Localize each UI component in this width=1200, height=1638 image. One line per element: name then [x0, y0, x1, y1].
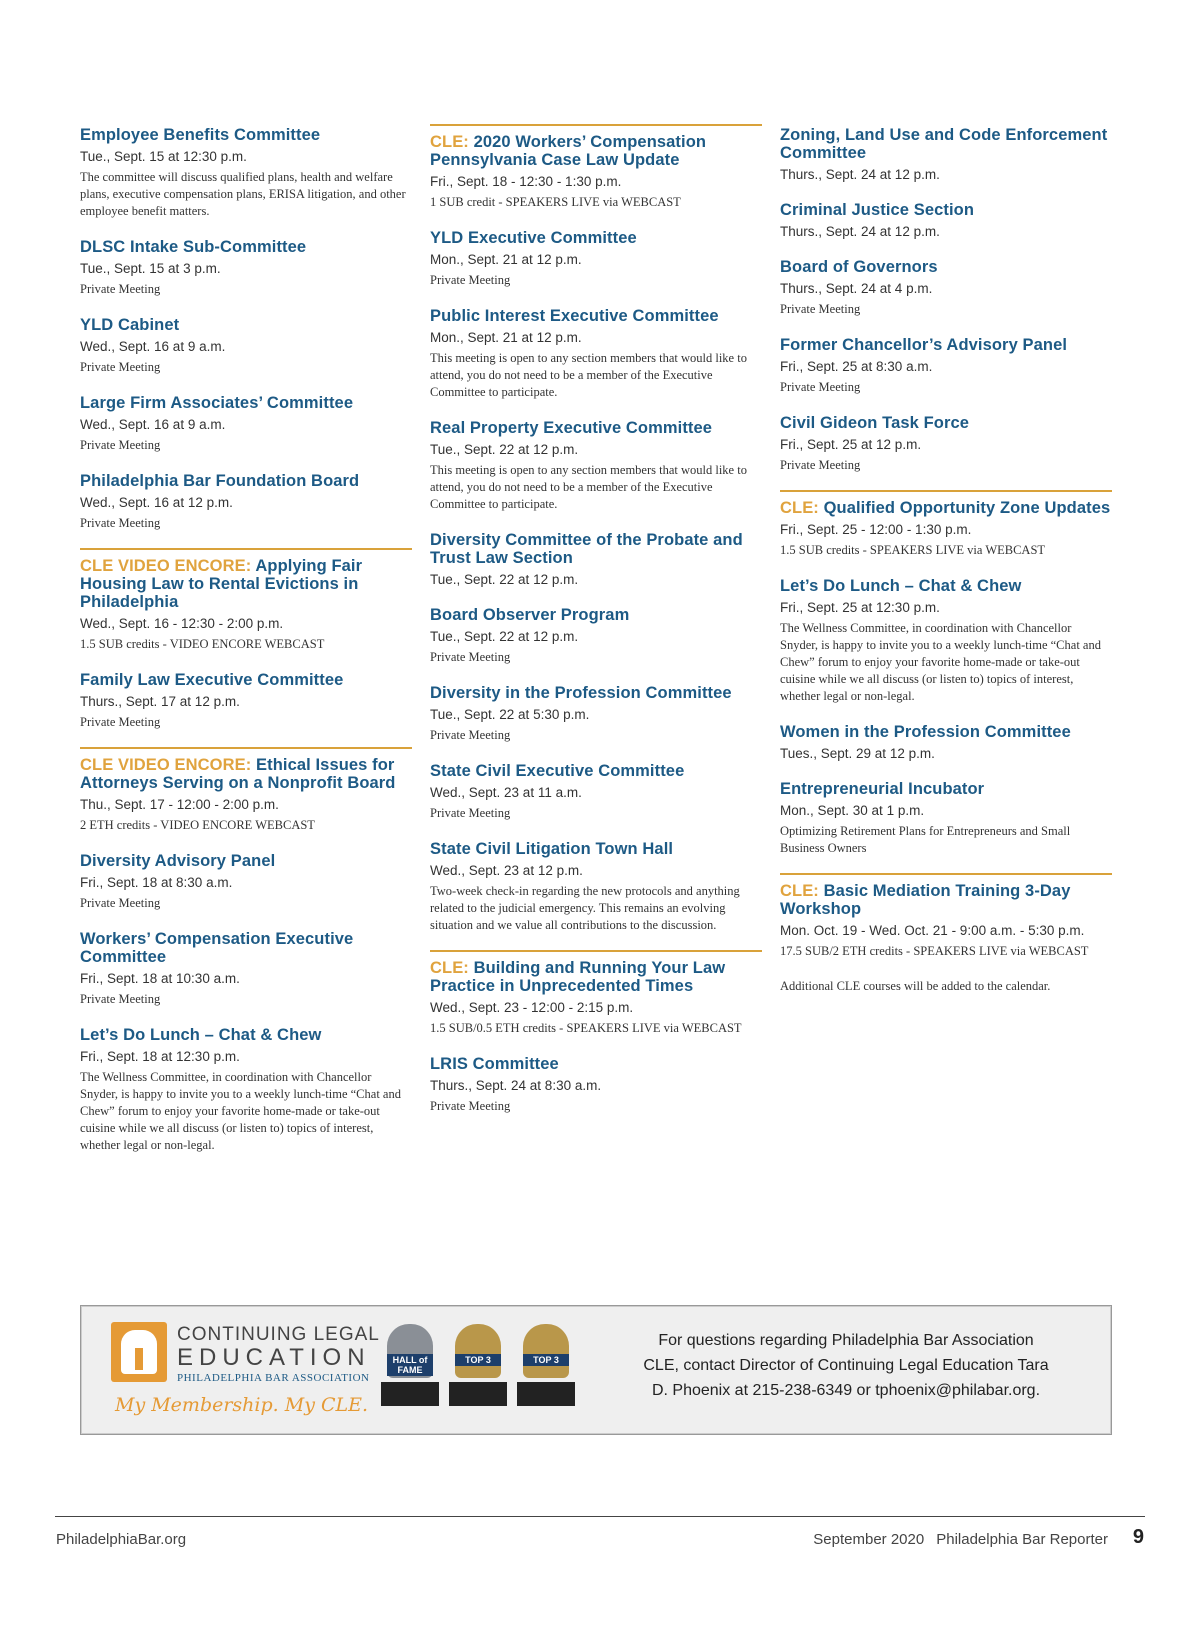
event-description: Private Meeting	[80, 715, 161, 729]
event-description: Private Meeting	[80, 282, 161, 296]
cle-event-entry	[430, 124, 762, 211]
event-entry	[780, 577, 1112, 705]
event-title	[780, 414, 1112, 432]
cle-tag: CLE:	[780, 882, 819, 900]
event-date: Thurs., Sept. 24 at 8:30 a.m.	[430, 1078, 602, 1093]
event-title	[80, 238, 412, 256]
event-entry	[780, 780, 1112, 857]
event-title-text: Applying Fair Housing Law to Rental Evictions in Philadelphia	[80, 557, 363, 611]
page-number: 9	[1132, 1526, 1144, 1548]
event-title-text: 2020 Workers’ Compensation Pennsylvania Case Law Update	[430, 133, 707, 169]
event-date: Wed., Sept. 23 at 11 a.m.	[430, 785, 582, 800]
event-entry	[780, 723, 1112, 762]
event-title	[80, 472, 412, 490]
event-entry	[80, 930, 412, 1008]
cle-contact-box	[80, 1305, 1112, 1435]
award-badge-icon	[517, 1324, 575, 1412]
event-date: Tue., Sept. 22 at 12 p.m.	[430, 629, 579, 644]
event-title	[430, 419, 762, 437]
event-date: Wed., Sept. 16 - 12:30 - 2:00 p.m.	[80, 616, 284, 631]
event-entry	[430, 762, 762, 822]
event-title-text: Diversity in the Profession Committee	[430, 684, 732, 702]
badge-ribbon: HALL of FAME	[387, 1354, 433, 1376]
event-date: Fri., Sept. 18 - 12:30 - 1:30 p.m.	[430, 174, 622, 189]
event-title	[430, 1055, 762, 1073]
event-title-text: Employee Benefits Committee	[80, 126, 321, 144]
event-date: Thurs., Sept. 24 at 4 p.m.	[780, 281, 933, 296]
event-title-text: Basic Mediation Training 3-Day Workshop	[780, 882, 1071, 918]
event-title-text: Ethical Issues for Attorneys Serving on a Nonprofit Board	[80, 756, 396, 792]
event-entry	[430, 531, 762, 588]
event-title	[430, 229, 762, 247]
event-entry	[780, 258, 1112, 318]
cle-event-entry	[80, 747, 412, 834]
event-date: Mon., Sept. 21 at 12 p.m.	[430, 252, 582, 267]
logo-line-1: CONTINUING LEGAL	[177, 1324, 380, 1345]
badge-ribbon: TOP 3	[523, 1354, 569, 1366]
event-date: Mon., Sept. 21 at 12 p.m.	[430, 330, 582, 345]
event-description: Private Meeting	[430, 806, 511, 820]
event-title	[80, 1026, 412, 1044]
event-entry	[80, 671, 412, 731]
event-title-text: YLD Executive Committee	[430, 229, 637, 247]
cle-event-entry	[80, 548, 412, 653]
event-description: 1.5 SUB credits - VIDEO ENCORE WEBCAST	[80, 637, 325, 651]
event-description: The Wellness Committee, in coordination with Chancellor Snyder, is happy to invite you to a weekly lunch-time “Chat and Chew” forum to enjoy your favorite home-made or take-out cuisine while we all discuss (or listen to) topics of interest, whether legal or non-legal.	[80, 1070, 401, 1152]
event-description: 1.5 SUB credits - SPEAKERS LIVE via WEBCAST	[780, 543, 1046, 557]
event-title-text: Let’s Do Lunch – Chat & Chew	[780, 577, 1022, 595]
event-title-text: Philadelphia Bar Foundation Board	[80, 472, 360, 490]
cle-tag: CLE:	[430, 133, 469, 151]
event-title-text: Women in the Profession Committee	[780, 723, 1071, 741]
event-date: Tue., Sept. 22 at 12 p.m.	[430, 572, 579, 587]
event-title	[80, 557, 412, 611]
logo-line-2: EDUCATION	[177, 1344, 371, 1371]
event-description: 2 ETH credits - VIDEO ENCORE WEBCAST	[80, 818, 315, 832]
event-title	[430, 840, 762, 858]
event-entry	[430, 606, 762, 666]
award-badge-icon	[449, 1324, 507, 1412]
cle-tag: CLE VIDEO ENCORE:	[80, 756, 252, 774]
award-badges	[381, 1324, 581, 1420]
event-title	[80, 316, 412, 334]
event-title-text: Qualified Opportunity Zone Updates	[823, 499, 1111, 517]
event-date: Fri., Sept. 18 at 12:30 p.m.	[80, 1049, 240, 1064]
event-title	[780, 577, 1112, 595]
event-description: Optimizing Retirement Plans for Entrepreneurs and Small Business Owners	[780, 824, 1071, 855]
event-title-text: Civil Gideon Task Force	[780, 414, 970, 432]
event-title-text: LRIS Committee	[430, 1055, 559, 1073]
event-title	[80, 126, 412, 144]
event-title-text: Diversity Advisory Panel	[80, 852, 276, 870]
event-date: Wed., Sept. 23 at 12 p.m.	[430, 863, 583, 878]
event-title	[430, 684, 762, 702]
event-title-text: DLSC Intake Sub-Committee	[80, 238, 307, 256]
event-entry	[430, 419, 762, 513]
event-entry	[780, 201, 1112, 240]
cle-event-entry	[430, 950, 762, 1037]
event-title	[430, 762, 762, 780]
event-title	[780, 336, 1112, 354]
footer-divider	[55, 1516, 1145, 1517]
event-description: Private Meeting	[80, 516, 161, 530]
event-date: Fri., Sept. 25 at 12 p.m.	[780, 437, 922, 452]
event-title	[780, 258, 1112, 276]
event-title-text: Board Observer Program	[430, 606, 630, 624]
event-description: Private Meeting	[80, 896, 161, 910]
event-date: Thurs., Sept. 17 at 12 p.m.	[80, 694, 240, 709]
event-entry	[780, 126, 1112, 183]
event-date: Tue., Sept. 15 at 12:30 p.m.	[80, 149, 247, 164]
cle-tag: CLE:	[430, 959, 469, 977]
event-title	[80, 671, 412, 689]
event-date: Tue., Sept. 22 at 12 p.m.	[430, 442, 579, 457]
event-entry	[780, 336, 1112, 396]
cle-contact-text: For questions regarding Philadelphia Bar Association CLE, contact Director of Continuing Legal Education Tara D. Phoenix at 215-238-6349 or tphoenix@philabar.org.	[643, 1332, 1049, 1399]
event-description: Private Meeting	[80, 992, 161, 1006]
event-description: 17.5 SUB/2 ETH credits - SPEAKERS LIVE via WEBCAST	[780, 944, 1089, 958]
column-3	[780, 126, 1112, 995]
event-title-text: Former Chancellor’s Advisory Panel	[780, 336, 1068, 354]
event-date: Thurs., Sept. 24 at 12 p.m.	[780, 224, 940, 239]
event-title	[780, 723, 1112, 741]
event-description: This meeting is open to any section members that would like to attend, you do not need to be a member of the Executive Committee to participate.	[430, 463, 747, 511]
event-title-text: Diversity Committee of the Probate and Trust Law Section	[430, 531, 743, 567]
event-description: Private Meeting	[430, 273, 511, 287]
cle-tag: CLE:	[780, 499, 819, 517]
event-description: 1.5 SUB/0.5 ETH credits - SPEAKERS LIVE via WEBCAST	[430, 1021, 742, 1035]
event-title-text: Workers’ Compensation Executive Committee	[80, 930, 354, 966]
event-date: Tue., Sept. 15 at 3 p.m.	[80, 261, 221, 276]
event-entry	[430, 684, 762, 744]
event-title-text: Family Law Executive Committee	[80, 671, 344, 689]
event-title-text: YLD Cabinet	[80, 316, 180, 334]
event-date: Wed., Sept. 16 at 9 a.m.	[80, 339, 226, 354]
column-2	[430, 126, 762, 1133]
cle-logo	[111, 1322, 380, 1422]
cle-event-entry	[780, 873, 1112, 960]
event-title	[780, 780, 1112, 798]
badge-ribbon: TOP 3	[455, 1354, 501, 1366]
event-date: Wed., Sept. 16 at 12 p.m.	[80, 495, 233, 510]
event-title	[430, 531, 762, 567]
event-title	[80, 756, 412, 792]
event-title	[780, 499, 1112, 517]
footer-publication: Philadelphia Bar Reporter	[936, 1531, 1108, 1548]
event-date: Fri., Sept. 18 at 10:30 a.m.	[80, 971, 240, 986]
event-date: Wed., Sept. 23 - 12:00 - 2:15 p.m.	[430, 1000, 634, 1015]
event-date: Fri., Sept. 25 at 8:30 a.m.	[780, 359, 933, 374]
event-date: Fri., Sept. 25 - 12:00 - 1:30 p.m.	[780, 522, 972, 537]
event-title	[430, 959, 762, 995]
event-entry	[80, 1026, 412, 1154]
event-title	[780, 126, 1112, 162]
event-title	[80, 852, 412, 870]
event-description: Private Meeting	[430, 650, 511, 664]
event-entry	[80, 126, 412, 220]
event-date: Fri., Sept. 25 at 12:30 p.m.	[780, 600, 940, 615]
event-description: Private Meeting	[80, 360, 161, 374]
column-1	[80, 126, 412, 1172]
event-entry	[430, 840, 762, 934]
cle-tag: CLE VIDEO ENCORE:	[80, 557, 252, 575]
event-date: Wed., Sept. 16 at 9 a.m.	[80, 417, 226, 432]
event-entry	[80, 852, 412, 912]
event-description: Two-week check-in regarding the new protocols and anything related to the judicial emergency. This remains an evolving situation and we value all contributions to the discussion.	[430, 884, 740, 932]
event-date: Mon., Sept. 30 at 1 p.m.	[780, 803, 925, 818]
event-title	[80, 394, 412, 412]
event-date: Thurs., Sept. 24 at 12 p.m.	[780, 167, 940, 182]
event-entry	[780, 414, 1112, 474]
event-title	[780, 882, 1112, 918]
event-entry	[430, 307, 762, 401]
event-description: 1 SUB credit - SPEAKERS LIVE via WEBCAST	[430, 195, 681, 209]
event-title-text: Zoning, Land Use and Code Enforcement Committee	[780, 126, 1108, 162]
event-description: The committee will discuss qualified plans, health and welfare plans, executive compensation plans, ERISA litigation, and other employee benefit matters.	[80, 170, 406, 218]
event-title-text: State Civil Executive Committee	[430, 762, 685, 780]
logo-line-3: PHILADELPHIA BAR ASSOCIATION	[177, 1372, 370, 1384]
event-entry	[80, 394, 412, 454]
event-date: Mon. Oct. 19 - Wed. Oct. 21 - 9:00 a.m. - 5:30 p.m.	[780, 923, 1085, 938]
cle-tagline: My Membership. My CLE.	[115, 1394, 369, 1416]
event-date: Tue., Sept. 22 at 5:30 p.m.	[430, 707, 590, 722]
event-entry	[80, 472, 412, 532]
event-description: Private Meeting	[780, 380, 861, 394]
event-entry	[80, 316, 412, 376]
event-entry	[80, 238, 412, 298]
event-description: Private Meeting	[430, 1099, 511, 1113]
event-title-text: Large Firm Associates’ Committee	[80, 394, 354, 412]
event-title-text: Board of Governors	[780, 258, 938, 276]
event-entry	[430, 1055, 762, 1115]
event-date: Fri., Sept. 18 at 8:30 a.m.	[80, 875, 233, 890]
footer-issue	[813, 1531, 1108, 1548]
event-description: This meeting is open to any section members that would like to attend, you do not need to be a member of the Executive Committee to participate.	[430, 351, 747, 399]
event-title-text: Building and Running Your Law Practice in Unprecedented Times	[430, 959, 726, 995]
event-description: Private Meeting	[780, 458, 861, 472]
event-title	[430, 606, 762, 624]
cle-event-entry	[780, 490, 1112, 559]
event-title-text: Let’s Do Lunch – Chat & Chew	[80, 1026, 322, 1044]
event-title-text: Real Property Executive Committee	[430, 419, 713, 437]
event-title	[430, 307, 762, 325]
event-title	[780, 201, 1112, 219]
event-title-text: State Civil Litigation Town Hall	[430, 840, 674, 858]
event-description: The Wellness Committee, in coordination with Chancellor Snyder, is happy to invite you to a weekly lunch-time “Chat and Chew” forum to enjoy your favorite home-made or take-out cuisine while we all discuss (or listen to) topics of interest, whether legal or non-legal.	[780, 621, 1101, 703]
event-description: Private Meeting	[430, 728, 511, 742]
event-date: Thu., Sept. 17 - 12:00 - 2:00 p.m.	[80, 797, 279, 812]
event-title	[80, 930, 412, 966]
liberty-bell-icon	[111, 1322, 167, 1382]
event-title-text: Entrepreneurial Incubator	[780, 780, 985, 798]
event-title-text: Public Interest Executive Committee	[430, 307, 719, 325]
calendar-note: Additional CLE courses will be added to the calendar.	[780, 979, 1051, 993]
event-description: Private Meeting	[780, 302, 861, 316]
event-description: Private Meeting	[80, 438, 161, 452]
event-entry	[430, 229, 762, 289]
event-title	[430, 133, 762, 169]
event-title-text: Criminal Justice Section	[780, 201, 975, 219]
event-date: Tues., Sept. 29 at 12 p.m.	[780, 746, 935, 761]
footer-issue-date: September 2020	[813, 1531, 925, 1548]
award-badge-icon	[381, 1324, 439, 1412]
footer-site: PhiladelphiaBar.org	[56, 1531, 187, 1548]
